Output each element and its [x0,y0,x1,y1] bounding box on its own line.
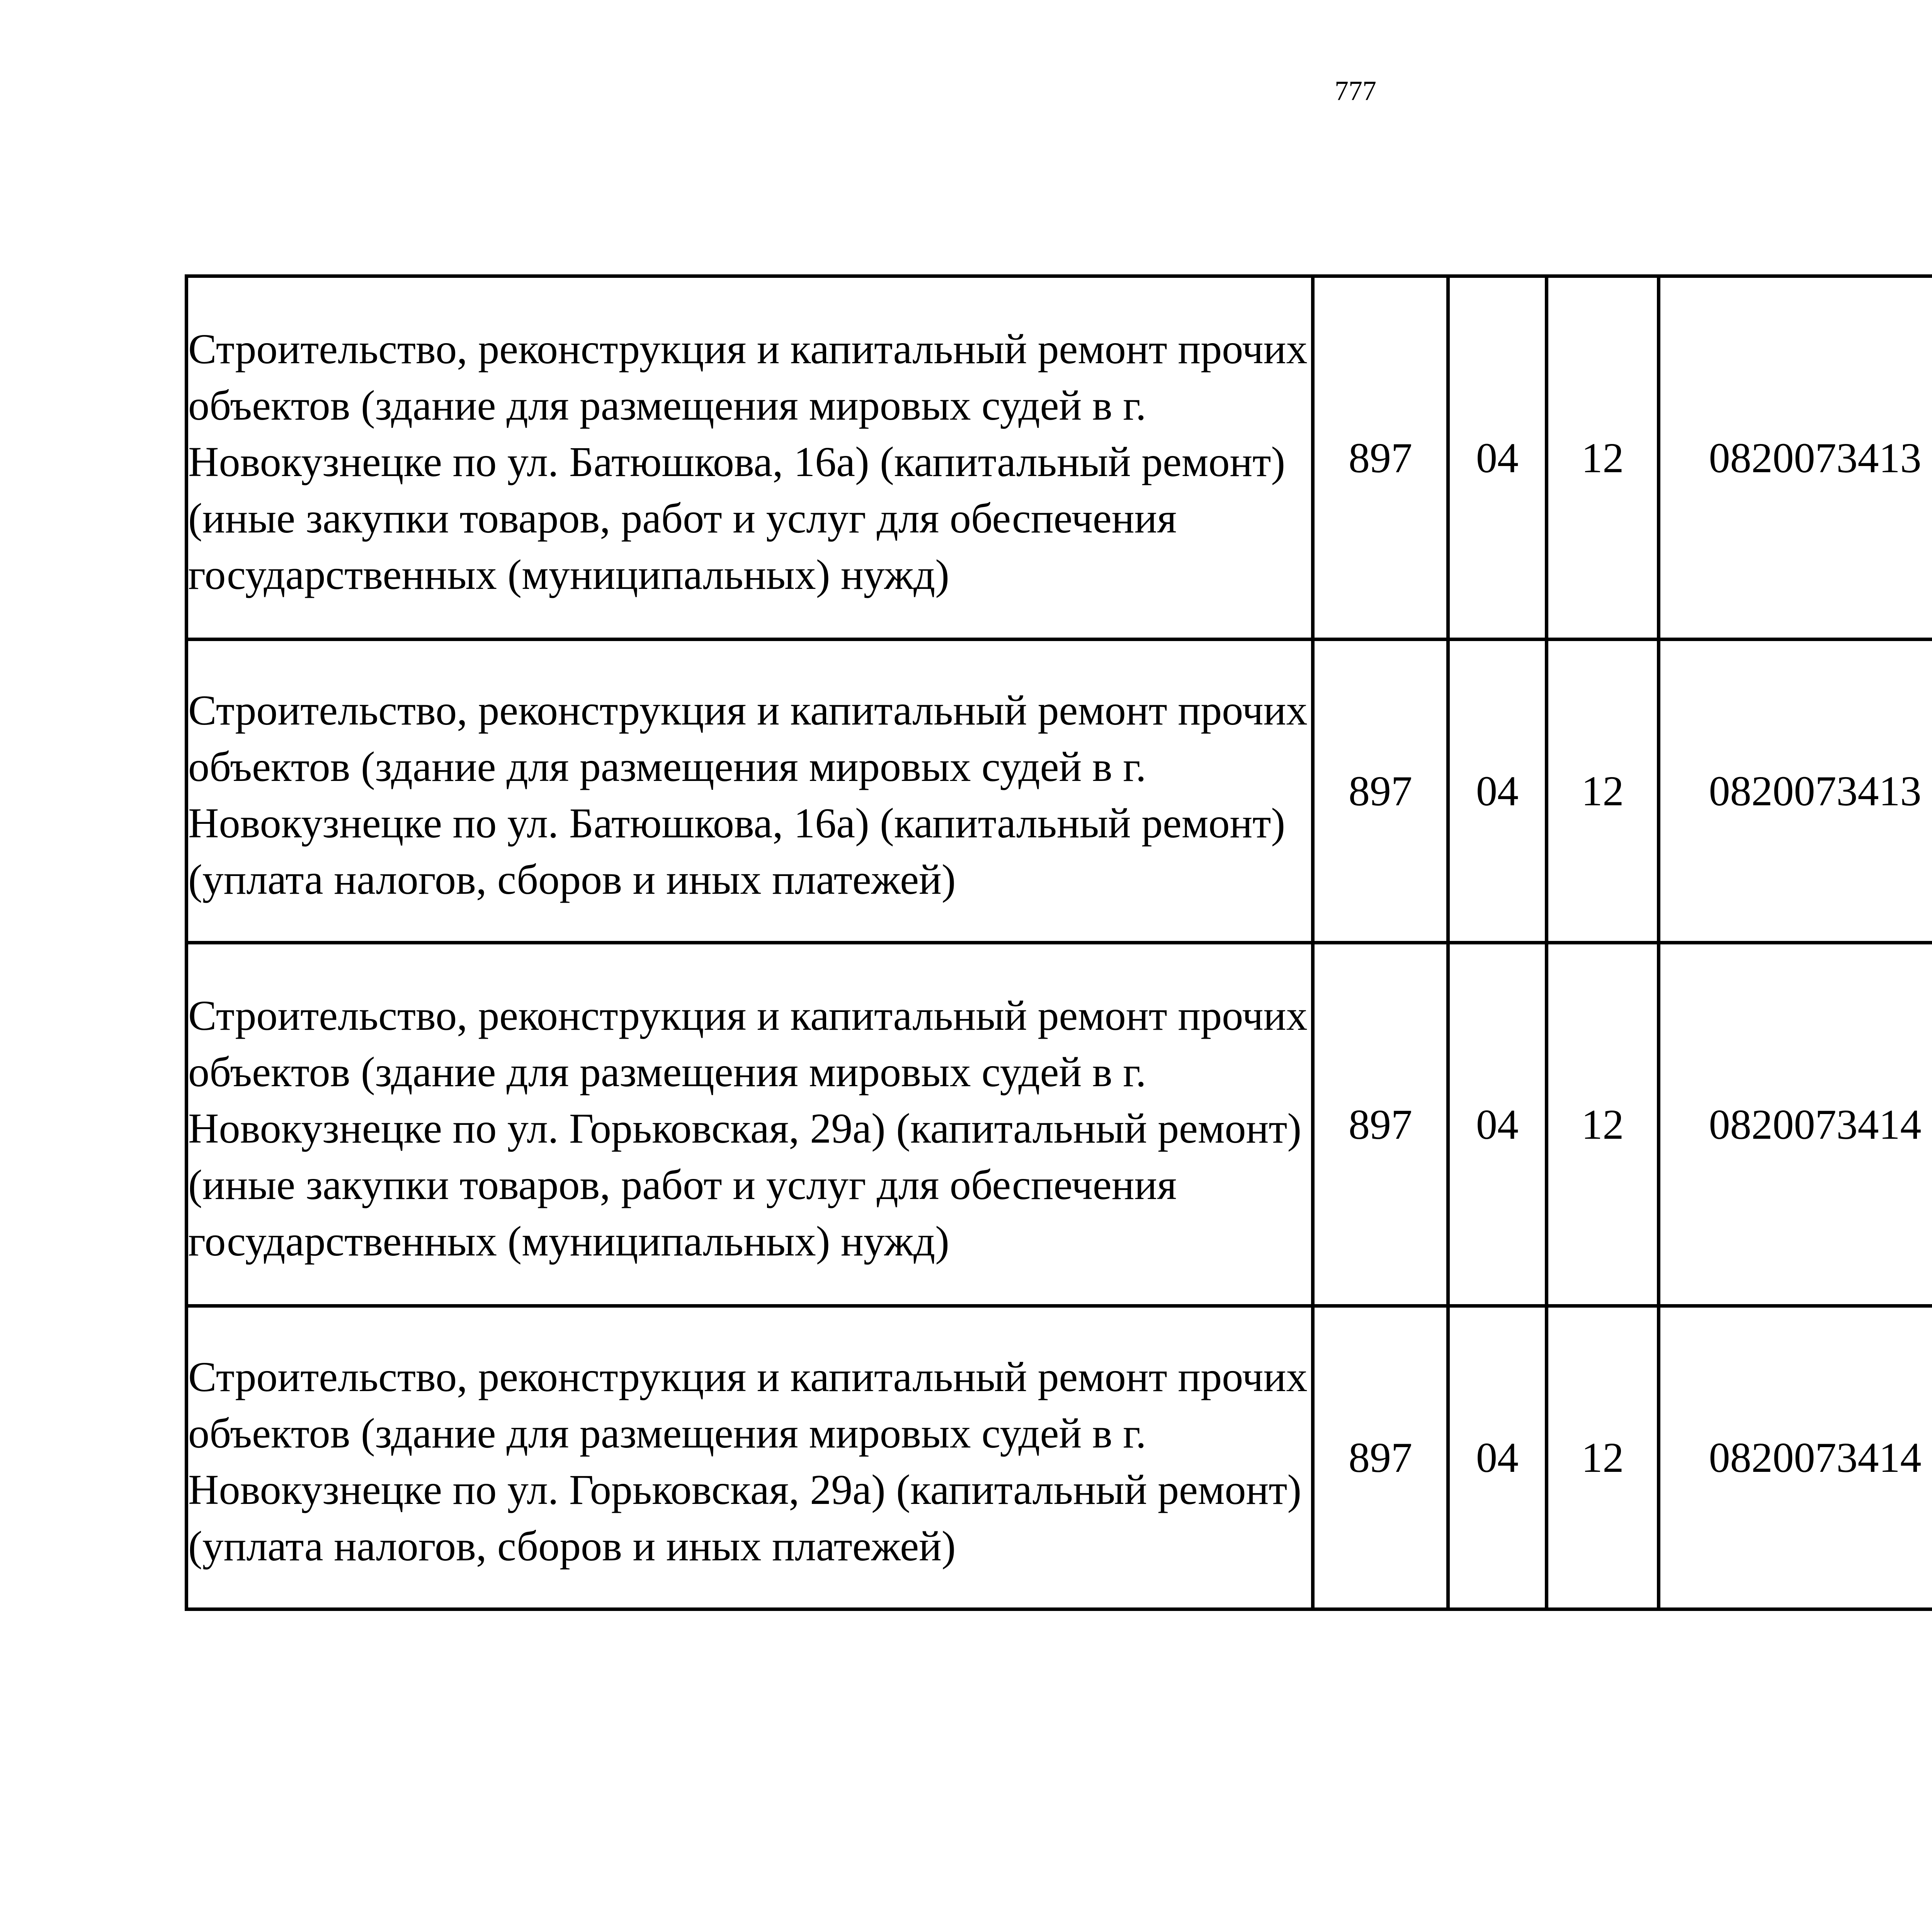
table-row [187,943,1932,1306]
ministry-code-cell: 897 [1313,943,1448,1306]
table-row [187,276,1932,640]
row-description: Строительство, реконструкция и капитальный ремонт прочих объектов (здание для размещения мировых судей в г. Новокузнецке по ул. Горьковская, 29а) (капитальный ремонт) (уплата налогов, сборов и иных платежей) [188,1353,1308,1570]
row-description: Строительство, реконструкция и капитальный ремонт прочих объектов (здание для размещения мировых судей в г. Новокузнецке по ул. Батюшкова, 16а) (капитальный ремонт) (иные закупки товаров, работ и услуг для обеспечения государственных (муниципальных) нужд) [188,325,1308,598]
ministry-code-cell: 897 [1313,1306,1448,1609]
target-article-cell: 0820073414 [1659,943,1932,1306]
row-description: Строительство, реконструкция и капитальный ремонт прочих объектов (здание для размещения мировых судей в г. Новокузнецке по ул. Горьковская, 29а) (капитальный ремонт) (иные закупки товаров, работ и услуг для обеспечения государственных (муниципальных) нужд) [188,992,1308,1265]
ministry-code-cell: 897 [1313,276,1448,640]
section-code-cell: 04 [1448,1306,1547,1609]
subsection-code-cell: 12 [1547,1306,1659,1609]
budget-table [185,274,1932,1611]
subsection-code-cell: 12 [1547,640,1659,943]
target-article-cell: 0820073413 [1659,276,1932,640]
table-row [187,640,1932,943]
subsection-code-cell: 12 [1547,943,1659,1306]
target-article-cell: 0820073414 [1659,1306,1932,1609]
section-code-cell: 04 [1448,943,1547,1306]
row-description-cell [187,1306,1313,1609]
target-article-cell: 0820073413 [1659,640,1932,943]
section-code-cell: 04 [1448,640,1547,943]
subsection-code-cell: 12 [1547,276,1659,640]
section-code-cell: 04 [1448,276,1547,640]
row-description: Строительство, реконструкция и капитальный ремонт прочих объектов (здание для размещения мировых судей в г. Новокузнецке по ул. Батюшкова, 16а) (капитальный ремонт) (уплата налогов, сборов и иных платежей) [188,687,1308,903]
row-description-cell [187,943,1313,1306]
page-number: 777 [1335,75,1376,106]
row-description-cell [187,276,1313,640]
ministry-code-cell: 897 [1313,640,1448,943]
table-row [187,1306,1932,1609]
row-description-cell [187,640,1313,943]
